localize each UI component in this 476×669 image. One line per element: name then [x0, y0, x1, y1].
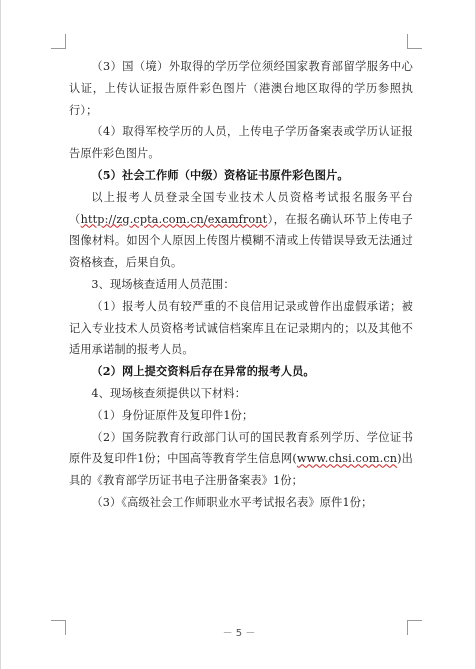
- upload-text-end: ），在报名确认环节上传电子图像材料。如因个人原因上传图片模糊不清或上传错误导致无法通过资格核查，后果自负。: [69, 212, 413, 270]
- degree-text-end: )出具的《教育部学历证书电子注册备案表》1份；: [69, 452, 413, 488]
- paragraph-military-degree: （4）取得军校学历的人员，上传电子学历备案表或学历认证报告原件彩色图片。: [69, 125, 413, 161]
- exam-platform-link[interactable]: http://zg.cpta.com.cn/examfront: [80, 212, 268, 226]
- upload-text-start: 以上报考人员登录全国专业技术人员资格考试报名服务平台（: [69, 190, 413, 226]
- crop-mark-top-left: [51, 34, 66, 49]
- paragraph-credit-record: （1）报考人员有较严重的不良信用记录或曾作出虚假承诺；被记入专业技术人员资格考试诚信档案库且在记录期内的；以及其他不适用承诺制的报考人员。: [69, 299, 413, 357]
- chsi-link[interactable]: www.chsi.com.cn: [296, 452, 398, 466]
- paragraph-materials-heading: 4、现场核查须提供以下材料：: [91, 386, 247, 400]
- paragraph-abnormal-submission: （2）网上提交资料后存在异常的报考人员。: [91, 364, 315, 379]
- paragraph-upload-instructions: [69, 187, 413, 274]
- paragraph-degree-certificates: [69, 427, 413, 492]
- paragraph-application-form: （3）《高级社会工作师职业水平考试报名表》原件1份；: [91, 495, 373, 509]
- paragraph-certificate-heading: （5）社会工作师（中级）资格证书原件彩色图片。: [91, 167, 349, 182]
- degree-text-start: （2）国务院教育行政部门认可的国民教育系列学历、学位证书原件及复印件1份；中国高等教育学生信息网(: [69, 430, 413, 466]
- paragraph-id-card: （1）身份证原件及复印件1份；: [91, 408, 254, 422]
- document-body: [69, 56, 413, 514]
- paragraph-onsite-scope-heading: 3、现场核查适用人员范围：: [91, 277, 235, 291]
- page-number: － 5 －: [222, 628, 256, 639]
- crop-mark-top-right: [407, 34, 422, 49]
- paragraph-overseas-degree: （3）国（境）外取得的学历学位须经国家教育部留学服务中心认证，上传认证报告原件彩色图片（港澳台地区取得的学历参照执行）；: [69, 60, 413, 117]
